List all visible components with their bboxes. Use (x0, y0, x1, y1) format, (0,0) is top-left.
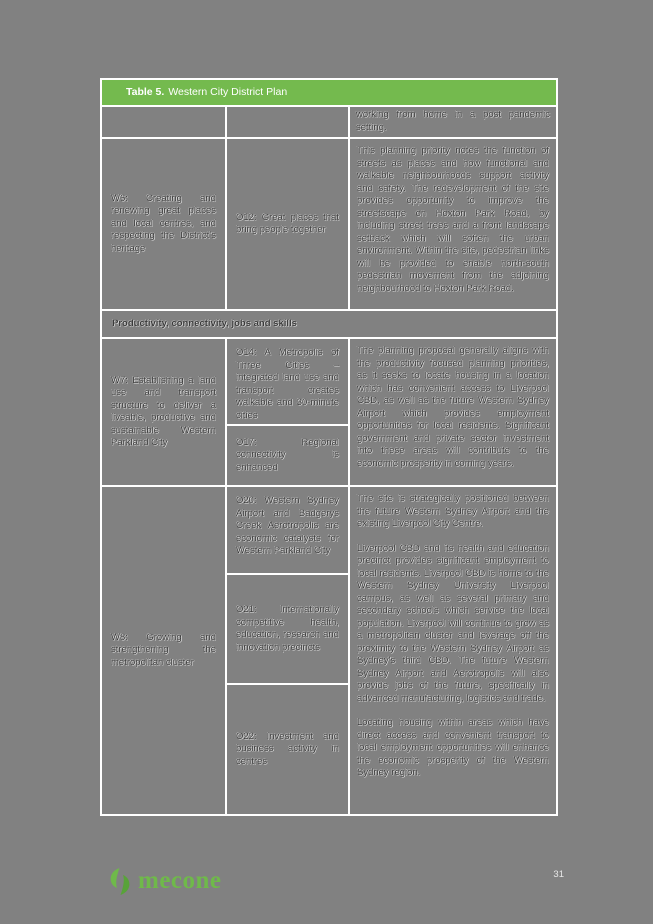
continuation-objective-cell (227, 107, 348, 137)
objective-o14-text: O14: A Metropolis of Three Cities – integrated land use and transport creates walkable and 30-minute cities (236, 347, 339, 421)
continuation-response-cell (350, 107, 556, 137)
w8-priority-cell (102, 487, 225, 814)
w6-priority-cell (102, 139, 225, 309)
table-row-w8 (102, 487, 556, 814)
w8-response-paragraph-1: The site is strategically positioned between the future Western Sydney Airport and the existing Liverpool City Centre. (357, 493, 549, 529)
objective-o22-cell (227, 685, 348, 814)
w6-response-cell (350, 139, 556, 309)
mecone-logo (108, 866, 222, 896)
w6-objective-cell (227, 139, 348, 309)
w6-response-text: This planning priority notes the function of streets as places and how functional and walkable neighbourhoods support activity and safety. The redevelopment of the site provides opportunity to improve the streetscape on Hoxton Park Road, by including street trees and a front landscape setback which will soften the urban environment. Within the site, pedestrian links will be provided to enable north-south pedestrian movement from the adjoining neighbourhood to Hoxton Park Road. (357, 145, 549, 294)
table-title-text: Western City District Plan (168, 86, 288, 98)
continuation-response-text: working from home in a post pandemic setting. (356, 109, 550, 133)
w8-response-paragraph-2: Liverpool CBD and its health and education precinct provides significant employment to local residents. Liverpool CBD is home to the Western Sydney University Liverpool campus, as well as several primary and secondary schools which service the local population. Liverpool will continue to grow as a metropolitan cluster and leverage off the proximity to the Western Sydney Airport as Sydney's third CBD. The future Western Sydney Airport and Aerotropolis will also provide jobs of the future, specifically in advanced manufacturing, logistics and trade. (357, 542, 549, 704)
w8-priority-text: W8: Growing and strengthening the metropolitan cluster (111, 631, 216, 668)
table-row-continuation (102, 107, 556, 137)
table-row-w7 (102, 339, 556, 485)
w6-priority-text: W6: Creating and renewing great places and local centres, and respecting the District's heritage (111, 192, 216, 254)
table-title (102, 80, 556, 105)
table-row-w6 (102, 139, 556, 309)
w7-response-cell (350, 339, 556, 485)
table-row-section-band (102, 311, 556, 337)
w8-response-paragraph-3: Locating housing within areas which have direct access and convenient transport to local employment opportunities will enhance the economic prosperity of the Western Sydney region. (357, 717, 549, 778)
objective-o17-cell (227, 426, 348, 485)
objective-o20-cell (227, 487, 348, 573)
page-number: 31 (553, 869, 564, 880)
w8-objectives-column (227, 487, 348, 814)
w7-priority-cell (102, 339, 225, 485)
objective-o14-cell (227, 339, 348, 424)
mecone-logo-wordmark: mecone (138, 867, 222, 894)
mecone-leaf-icon (108, 867, 133, 896)
w8-response-cell (350, 487, 556, 814)
objective-o22-text: O22: Investment and business activity in centres (236, 730, 339, 767)
objective-o17-text: O17: Regional connectivity is enhanced (236, 436, 339, 473)
district-plan-table (100, 78, 558, 816)
objective-o21-cell (227, 575, 348, 683)
w7-objectives-column (227, 339, 348, 485)
objective-o21-text: O21: Internationally competitive health, education, research and innovation precincts (236, 604, 339, 653)
objective-o12-text: O12: Great places that bring people together (236, 211, 339, 235)
section-band-text: Productivity, connectivity, jobs and skills (112, 317, 297, 329)
w7-response-text: The planning proposal generally aligns with the productivity focused planning priorities, as it seeks to locate housing in a location which has convenient access to Liverpool CBD, as well as the future Western Sydney Airport which provides employment opportunities for local residents. Significant government and private sector investment into these areas will contribute to the economic prosperity in coming years. (357, 345, 549, 469)
section-band-cell (102, 311, 556, 337)
table-title-number: Table 5. (126, 86, 165, 98)
continuation-priority-cell (102, 107, 225, 137)
objective-o20-text: O20: Western Sydney Airport and Badgerys Creek Aerotropolis are economic catalysts for Western Parkland City (236, 495, 339, 556)
w7-priority-text: W7: Establishing a land use and transport structure to deliver a liveable, productive and sustainable Western Parkland City (111, 374, 216, 448)
